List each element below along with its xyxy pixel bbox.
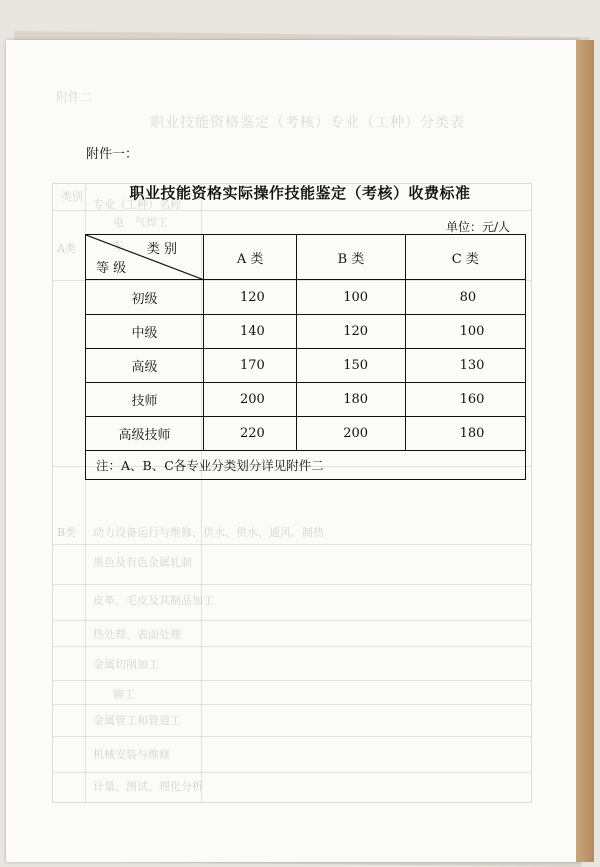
fee-c: 130	[405, 348, 525, 382]
fee-a: 200	[204, 382, 297, 416]
fee-b: 200	[297, 416, 405, 450]
ghost-row-name: 动力设备运行与维修、供水、供水、通风、制热	[93, 526, 324, 539]
column-header-c: C 类	[405, 235, 525, 280]
unit-label: 单位：元/人	[446, 220, 511, 234]
fee-a: 120	[204, 280, 297, 314]
table-row	[86, 280, 526, 314]
corner-category-label: 类 别	[146, 242, 177, 257]
ghost-row-name: 金属切削加工	[93, 658, 159, 671]
level-label: 中级	[86, 314, 204, 348]
ghost-row-name: 车 工	[113, 240, 157, 253]
fee-table-header-row	[86, 235, 526, 280]
table-row	[86, 314, 526, 348]
ghost-row-name: 电 气焊工	[113, 216, 168, 229]
fee-b: 150	[297, 348, 405, 382]
ghost-row-name: 皮革、毛皮及其制品加工	[93, 594, 214, 607]
fee-c: 100	[405, 314, 525, 348]
attachment-label: 附件一：	[86, 147, 139, 162]
ghost-header-category: 类别	[61, 190, 83, 203]
fee-a: 220	[204, 416, 297, 450]
fee-b: 100	[297, 280, 405, 314]
bleed-through-title: 职业技能资格鉴定（考核）专业（工种）分类表	[150, 115, 465, 131]
level-label: 高级	[86, 348, 204, 382]
fee-a: 170	[204, 348, 297, 382]
bleed-through-label: 附件二	[56, 90, 93, 104]
fee-b: 180	[297, 382, 405, 416]
ghost-row-name: 金属管工和管道工	[93, 714, 181, 727]
ghost-row-name: 热处理、表面处理	[93, 628, 181, 641]
ghost-row-name: 计量、测试、理化分析	[93, 780, 203, 793]
column-header-a: A 类	[204, 235, 297, 280]
ghost-row-category: A类	[57, 242, 76, 255]
ghost-row-category: B类	[57, 526, 77, 539]
ghost-row-name: 黑色及有色金属轧制	[93, 556, 192, 569]
fee-a: 140	[204, 314, 297, 348]
table-row	[86, 382, 526, 416]
column-header-b: B 类	[297, 235, 405, 280]
table-note: 注：A、B、C各专业分类划分详见附件二	[86, 451, 526, 480]
level-label: 技师	[86, 382, 204, 416]
fee-b: 120	[297, 314, 405, 348]
ghost-row-name: 机械安装与维修	[93, 748, 170, 761]
fee-c: 160	[405, 382, 525, 416]
note-row	[86, 451, 526, 480]
table-row	[86, 348, 526, 382]
ghost-header-name: 专业（工种）名称	[93, 198, 181, 211]
level-label: 高级技师	[86, 416, 204, 450]
binder-edge	[576, 40, 594, 862]
fee-c: 80	[405, 280, 525, 314]
level-label: 初级	[86, 280, 204, 314]
fee-c: 180	[405, 416, 525, 450]
document-title: 职业技能资格实际操作技能鉴定（考核）收费标准	[129, 184, 471, 202]
ghost-row-name: 铆工	[113, 688, 135, 701]
fee-table	[85, 234, 526, 480]
table-row	[86, 416, 526, 450]
diagonal-header-cell	[86, 235, 204, 280]
corner-level-label: 等 级	[96, 261, 127, 277]
